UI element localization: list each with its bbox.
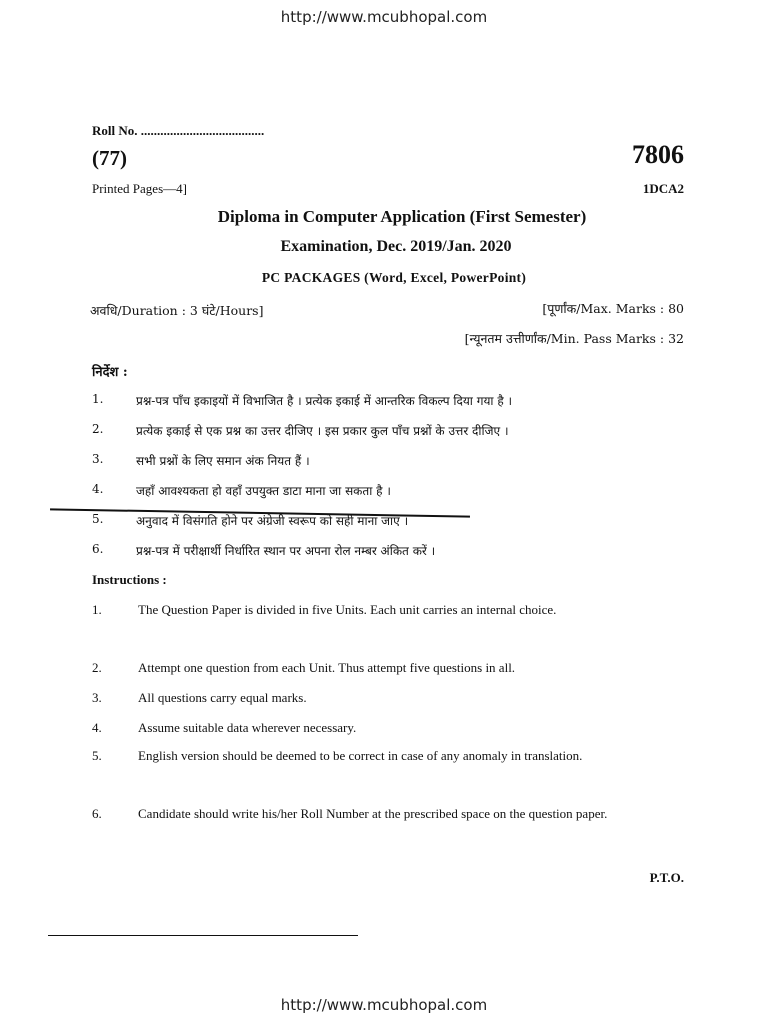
duration: अवधि/Duration : 3 घंटे/Hours] xyxy=(90,303,264,318)
exam-session: Examination, Dec. 2019/Jan. 2020 xyxy=(280,238,512,255)
max-marks: [पूर्णांक/Max. Marks : 80 xyxy=(542,301,684,316)
item-text: English version should be deemed to be correct in case of any anomaly in translation. xyxy=(138,748,583,763)
item-text: Assume suitable data wherever necessary. xyxy=(138,720,357,735)
printed-pages: Printed Pages—4] xyxy=(92,181,187,196)
item-number: 2. xyxy=(92,660,102,675)
english-instructions-heading: Instructions : xyxy=(92,572,167,587)
item-number: 6. xyxy=(92,806,102,821)
item-number: 4. xyxy=(92,482,104,496)
item-number: 5. xyxy=(92,748,102,763)
exam-title: Diploma in Computer Application (First Semester) xyxy=(217,207,587,226)
item-number: 3. xyxy=(92,452,104,466)
item-number: 1. xyxy=(92,392,104,406)
item-number: 5. xyxy=(92,512,104,526)
subject-code: 1DCA2 xyxy=(642,181,684,196)
item-text: अनुवाद में विसंगति होने पर अंग्रेजी स्वरूप को सही माना जाए । xyxy=(136,514,409,528)
item-text: प्रश्न-पत्र पाँच इकाइयों में विभाजित है । प्रत्येक इकाई में आन्तरिक विकल्प दिया गया है । xyxy=(136,394,513,408)
paper-code: (77) xyxy=(92,146,127,170)
item-text: Candidate should write his/her Roll Number at the prescribed space on the question paper. xyxy=(138,806,608,821)
exam-subject: PC PACKAGES (Word, Excel, PowerPoint) xyxy=(261,270,527,285)
item-text: All questions carry equal marks. xyxy=(138,690,307,705)
item-number: 2. xyxy=(92,422,104,436)
hindi-instructions-heading: निर्देश : xyxy=(92,365,128,380)
item-number: 6. xyxy=(92,542,104,556)
item-text: The Question Paper is divided in five Units. Each unit carries an internal choice. xyxy=(138,602,557,617)
please-turn-over: P.T.O. xyxy=(649,870,684,885)
footer-url: http://www.mcubhopal.com xyxy=(280,996,488,1014)
item-text: सभी प्रश्नों के लिए समान अंक नियत हैं । xyxy=(136,454,310,468)
item-text: Attempt one question from each Unit. Thus attempt five questions in all. xyxy=(138,660,516,675)
min-pass-marks: [न्यूनतम उत्तीर्णांक/Min. Pass Marks : 32 xyxy=(464,331,684,346)
paper-number: 7806 xyxy=(632,140,684,169)
item-text: जहाँ आवश्यकता हो वहाँ उपयुक्त डाटा माना जा सकता है । xyxy=(136,484,391,498)
item-number: 3. xyxy=(92,690,102,705)
header-url: http://www.mcubhopal.com xyxy=(280,8,488,26)
footer-rule xyxy=(48,935,358,936)
item-text: प्रश्न-पत्र में परीक्षार्थी निर्धारित स्थान पर अपना रोल नम्बर अंकित करें । xyxy=(136,544,436,558)
item-number: 1. xyxy=(92,602,102,617)
item-number: 4. xyxy=(92,720,102,735)
roll-number-field: Roll No. ...................................... xyxy=(92,123,265,138)
item-text: प्रत्येक इकाई से एक प्रश्न का उत्तर दीजिए । इस प्रकार कुल पाँच प्रश्नों के उत्तर दीजिए । xyxy=(136,424,509,438)
